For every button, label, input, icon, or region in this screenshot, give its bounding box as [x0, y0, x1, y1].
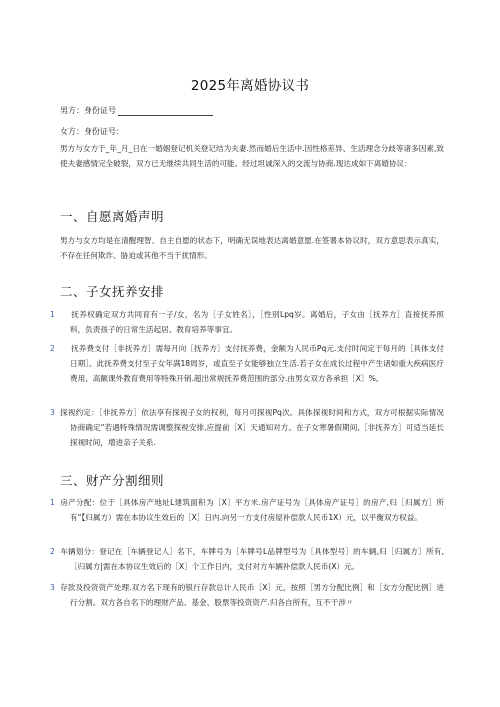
support-payment-item-text: 抚养费支付［非抚养方］需每月向［抚养方］支付抚养费，金额为人民币Pq元.支付时间定于每月的［具体支付日期］。此抚养费支付至子女年满18周岁，或直至子女能够独立生活.若子女在成长过程中产生诸如重大疾病医疗费用、高额课外教育费用等特殊开销.超出常规抚养费范围的部分.由男女双方各承担［X］%。	[70, 344, 444, 383]
intro-paragraph: 男方与女方于_年_月_日在一婚姻登记机关登记结为夫妻.然而婚后生活中.因性格差异、生活理念分歧等诸多因素,致使夫妻感情完全破裂，双方已无继续共同生活的可能。经过坦诚深入的交流与协商.现达成如下离婚协议：	[60, 144, 444, 168]
support-payment-item	[50, 341, 444, 386]
section-heading-voluntary-divorce: 一、自愿离婚声明	[60, 209, 165, 224]
custody-item-number: 1	[50, 310, 55, 319]
custody-item-text: 抚养权确定双方共同育有一子/女，名为［子女姓名］，［性别Lpq岁。离婚后，子女由［抚养方］直接抚养照料，负责孩子的日常生活起居、教育培养等事宜。	[70, 310, 444, 334]
house-division-item: 1 房产分配：位于［具体房产地址L建筑面积为［X］平方米.房产证号为［具体房产证号］的房产,归［归属方］所有“【归属方）需在本协议生效后的［X］日内.向另一方支付房屋补偿款人民币1X）元，以平衡双方权益。	[50, 498, 444, 522]
voluntary-divorce-paragraph: 男方与女方均是在清醒理智、自主自愿的状态下，明确无误地表达离婚意愿.在签署本协议时，双方意思表示真实，不存在任何欺诈、胁迫或其他不当干扰情形。	[60, 236, 444, 260]
support-payment-item-number: 2	[50, 344, 55, 353]
visitation-item: 3 探视约定：［非抚养方］依法享有探视子女的权利，每月可探视Pq次。具体探视时间和方式，双方可根据实际情况协商确定“若遇特殊情况需调整探视安排,应提前［X］天通知对方。在子女寒暑假期间,［非抚养方］可适当延长探视时间，增进亲子关系.	[50, 408, 444, 447]
savings-division-item: 3 存款及投资资产处理.双方名下现有的银行存款总计人民币［X］元，按照［男方分配比例］和［女方分配比例］进行分割。双方各自名下的理财产品、基金、股票等投资资产.归各自所有，互不干涉〃	[50, 583, 444, 607]
man-id-label: 男方：身份证号	[60, 106, 116, 115]
woman-id-field	[60, 127, 124, 137]
vehicle-division-item-text: 车辆划分：登记在［车辆登记人］名下，车牌号为［车牌号L品牌型号为［具体型号］的车辆,归［归属方］所有,［归属方|需在本协议生效后的［X］个工作日内，支付对方车辆补偿款人民币(X）元。	[60, 547, 444, 571]
savings-division-item-text: 存款及投资资产处理.双方名下现有的银行存款总计人民币［X］元，按照［男方分配比例］和［女方分配比例］进行分割。双方各自名下的理财产品、基金、股票等投资资产.归各自所有，互不干涉〃	[60, 583, 444, 607]
visitation-item-text: 探视约定：［非抚养方］依法享有探视子女的权利，每月可探视Pq次。具体探视时间和方式，双方可根据实际情况协商确定“若遇特殊情况需调整探视安排,应提前［X］天通知对方。在子女寒暑假期间,［非抚养方］可适当延长探视时间，增进亲子关系.	[60, 408, 444, 447]
man-id-blank-line	[118, 107, 213, 116]
section-heading-property-division: 三、财产分割细则	[60, 473, 165, 488]
section-heading-child-custody: 二、子女抚养安排	[60, 284, 165, 299]
woman-id-label: 女方：身份证号：	[60, 127, 124, 136]
custody-item	[50, 307, 444, 337]
document-title: 2025年离婚协议书	[190, 78, 310, 94]
man-id-field	[60, 106, 213, 116]
vehicle-division-item: 2 车辆划分：登记在［车辆登记人］名下，车牌号为［车牌号L品牌型号为［具体型号］的车辆,归［归属方］所有,［归属方|需在本协议生效后的［X］个工作日内，支付对方车辆补偿款人民币(X）元。	[50, 547, 444, 571]
house-division-item-text: 房产分配：位于［具体房产地址L建筑面积为［X］平方米.房产证号为［具体房产证号］的房产,归［归属方］所有“【归属方）需在本协议生效后的［X］日内.向另一方支付房屋补偿款人民币1X）元，以平衡双方权益。	[60, 498, 444, 522]
